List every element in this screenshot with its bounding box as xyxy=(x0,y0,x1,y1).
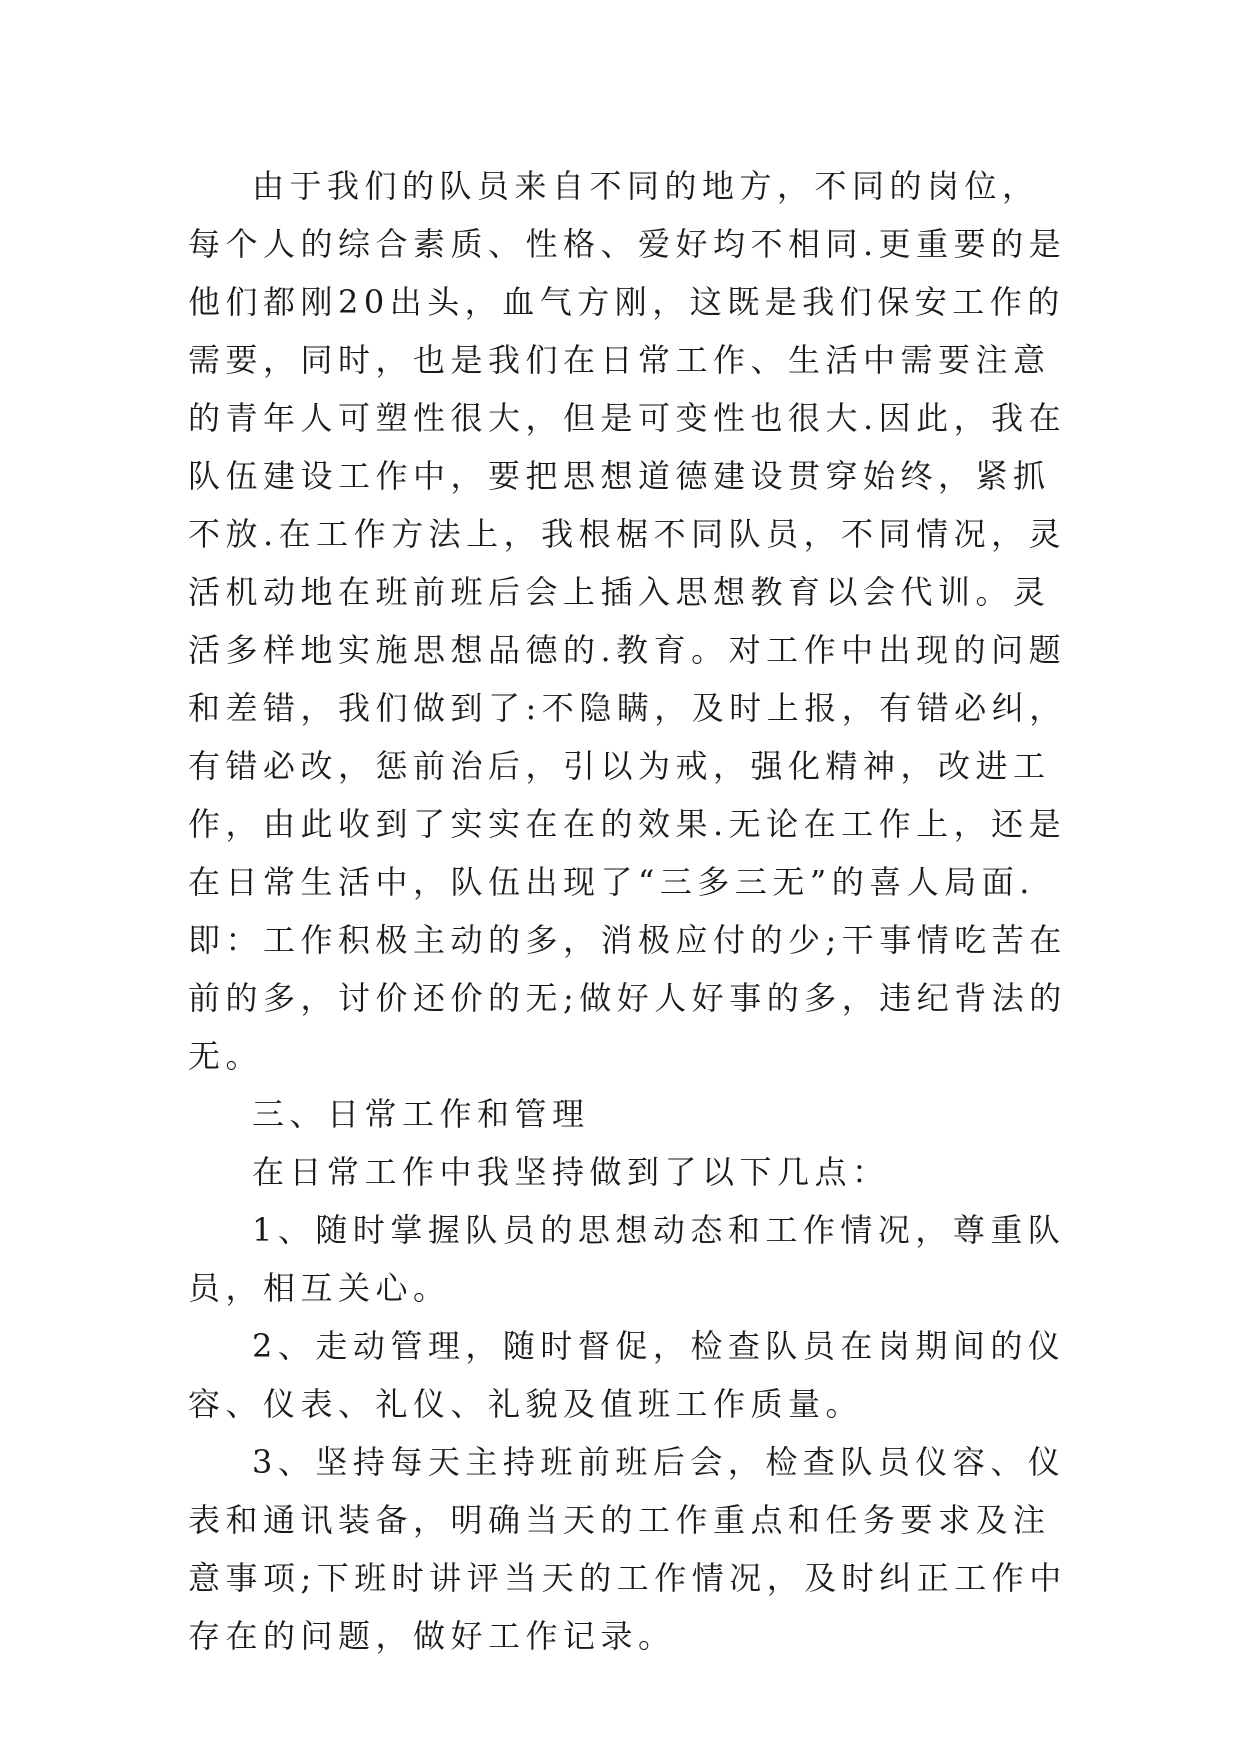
list-item-2: 2、走动管理，随时督促，检查队员在岗期间的仪容、仪表、礼仪、礼貌及值班工作质量。 xyxy=(188,1327,1066,1423)
paragraph-intro-points: 在日常工作中我坚持做到了以下几点： xyxy=(252,1153,890,1191)
document-body xyxy=(188,157,1068,1665)
section-heading-daily-work: 三、日常工作和管理 xyxy=(252,1095,590,1133)
paragraph-team-building: 由于我们的队员来自不同的地方，不同的岗位，每个人的综合素质、性格、爱好均不相同.更重要的是他们都刚20出头，血气方刚，这既是我们保安工作的需要，同时，也是我们在日常工作、生活中需要注意的青年人可塑性很大，但是可变性也很大.因此，我在队伍建设工作中，要把思想道德建设贯穿始终，紧抓不放.在工作方法上，我根椐不同队员，不同情况，灵活机动地在班前班后会上插入思想教育以会代训。灵活多样地实施思想品德的.教育。对工作中出现的问题和差错，我们做到了:不隐瞒，及时上报，有错必纠，有错必改，惩前治后，引以为戒，强化精神，改进工作，由此收到了实实在在的效果.无论在工作上，还是在日常生活中，队伍出现了“三多三无”的喜人局面.即：工作积极主动的多，消极应付的少;干事情吃苦在前的多，讨价还价的无;做好人好事的多，违纪背法的无。 xyxy=(188,167,1067,1075)
list-item-3: 3、坚持每天主持班前班后会，检查队员仪容、仪表和通讯装备，明确当天的工作重点和任务要求及注意事项;下班时讲评当天的工作情况，及时纠正工作中存在的问题，做好工作记录。 xyxy=(188,1443,1067,1655)
list-item-1: 1、随时掌握队员的思想动态和工作情况，尊重队员，相互关心。 xyxy=(188,1211,1066,1307)
